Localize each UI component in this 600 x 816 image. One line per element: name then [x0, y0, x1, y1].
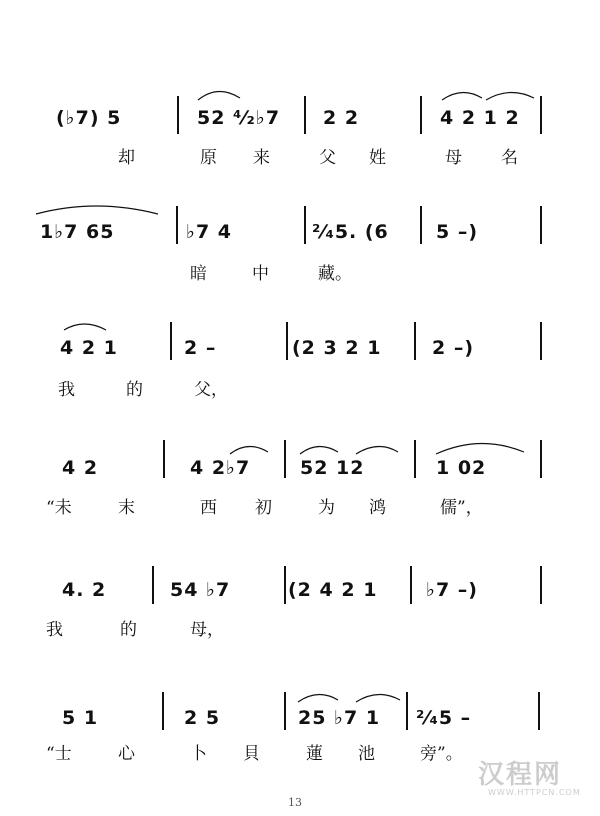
lyric: 貝	[243, 744, 260, 764]
slur	[486, 92, 534, 100]
lyric: 为	[318, 498, 335, 518]
lyric: 中	[252, 264, 269, 284]
measure-2-notes: 52 ⁴⁄₂♭7	[197, 107, 281, 129]
measure-4-notes: 2 –)	[432, 337, 475, 359]
measure-4-notes: 5 –)	[436, 221, 479, 243]
slur	[356, 446, 398, 454]
lyric: 父，	[194, 380, 228, 400]
lyric: 我	[58, 380, 75, 400]
measure-3-notes: (2 3 2 1	[292, 337, 382, 359]
lyric: “士	[46, 744, 72, 764]
lyric: 末	[118, 498, 135, 518]
slur	[356, 694, 400, 702]
watermark	[430, 748, 590, 808]
measure-1-notes: 4. 2	[62, 579, 107, 601]
slur	[436, 443, 524, 454]
lyric: 我	[46, 620, 63, 640]
measure-4-notes: 1 02	[436, 457, 487, 479]
lyric: 的	[120, 620, 137, 640]
measure-4-notes: ♭7 –)	[426, 579, 478, 601]
lyric: 暗	[190, 264, 207, 284]
lyric: 心	[118, 744, 135, 764]
lyric: 母，	[190, 620, 224, 640]
lyric: 旁”。	[420, 744, 463, 764]
lyric: 卜	[190, 744, 207, 764]
lyric: 名	[501, 148, 518, 168]
page-number: 13	[288, 796, 302, 809]
measure-1-notes: 1♭7 65	[40, 221, 115, 243]
slur	[198, 91, 240, 100]
lyric: 的	[126, 380, 143, 400]
lyric: 儒”，	[440, 498, 483, 518]
lyric: 初	[255, 498, 272, 518]
lyric: 姓	[369, 148, 386, 168]
lyric: “未	[46, 498, 72, 518]
slur	[64, 324, 106, 330]
lyric: 藏。	[318, 264, 352, 284]
measure-4-notes: 4 2 1 2	[440, 107, 520, 129]
measure-2-notes: 2 –	[184, 337, 217, 359]
slur	[442, 92, 482, 100]
measure-1-notes: 4 2	[62, 457, 99, 479]
measure-3-notes: 25 ♭7 1	[298, 707, 381, 729]
lyric: 来	[253, 148, 270, 168]
measure-3-notes: 2 2	[323, 107, 360, 129]
slur	[298, 694, 338, 702]
lyric: 原	[200, 148, 217, 168]
measure-3-notes: 52 12	[300, 457, 365, 479]
slur	[230, 446, 268, 454]
measure-4-notes: ²⁄₄5 –	[416, 707, 472, 729]
measure-2-notes: ♭7 4	[186, 221, 233, 243]
measure-1-notes: (♭7) 5	[56, 107, 122, 129]
lyric: 池	[358, 744, 375, 764]
measure-2-notes: 4 2♭7	[190, 457, 251, 479]
measure-1-notes: 4 2 1	[60, 337, 118, 359]
lyric: 却	[118, 148, 135, 168]
lyric: 鸿	[369, 498, 386, 518]
slur	[36, 206, 158, 214]
measure-3-notes: (2 4 2 1	[288, 579, 378, 601]
measure-1-notes: 5 1	[62, 707, 99, 729]
measure-3-notes: ²⁄₄5. (6	[312, 221, 389, 243]
watermark-text: 汉程网	[478, 760, 563, 790]
lyric: 西	[200, 498, 217, 518]
measure-2-notes: 54 ♭7	[170, 579, 231, 601]
lyric: 母	[445, 148, 462, 168]
slur	[300, 446, 338, 454]
lyric: 父	[319, 148, 336, 168]
measure-2-notes: 2 5	[184, 707, 221, 729]
watermark-url: WWW.HTTPCN.COM	[488, 788, 581, 797]
lyric: 蓮	[306, 744, 323, 764]
